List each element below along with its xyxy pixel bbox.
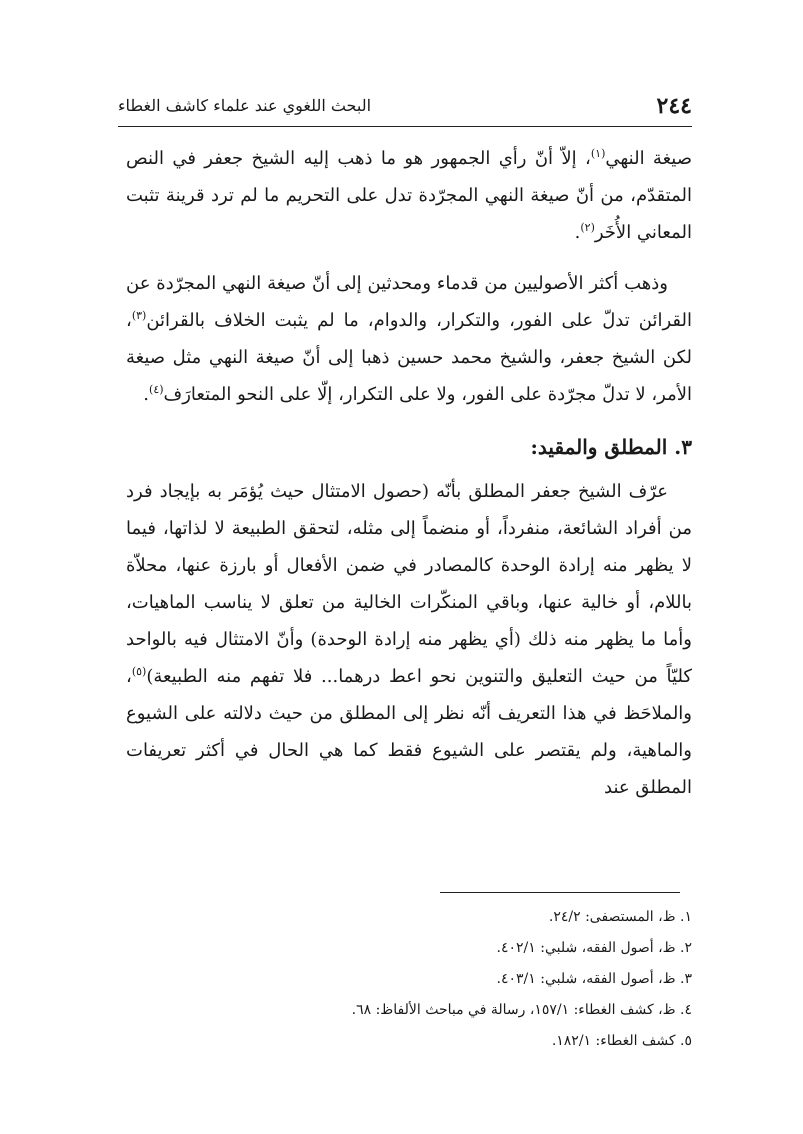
footnote-ref-4: (٤) <box>149 383 164 396</box>
paragraph-1 <box>126 140 692 251</box>
paragraph-3 <box>126 473 692 806</box>
footnote-2: ٢. ظ، أصول الفقه، شلبي: ٤٠٢/١. <box>496 940 692 956</box>
page-number: ٢٤٤ <box>656 93 692 119</box>
paragraph-1-text: صيغة النهي <box>605 148 692 169</box>
paragraph-3-continued: ، والملاحَظ في هذا التعريف أنّه نظر إلى المطلق من حيث دلالته على الشيوع والماهية، ولم يقتصر على الشيوع فقط كما هي الحال في أكثر تعريفات المطلق عند <box>126 666 692 798</box>
paragraph-3-text: عرّف الشيخ جعفر المطلق بأنّه (حصول الامتثال حيث يُؤمَر به بإيجاد فرد من أفراد الشائعة، منفرداً، أو منضماً إلى مثله، لتحقق الطبيعة لا لذاتها، فيما لا يظهر منه إرادة الوحدة كالمصادر في ضمن الأفعال أو بارزة عنها، محلاّة باللام، أو خالية عنها، وباقي المنكّرات الخالية من تعلق لا يناسب الماهيات، وأما ما يظهر منه ذلك (أي يظهر منه إرادة الوحدة) وأنّ الامتثال فيه بالواحد كليّاً من حيث التعليق والتنوين نحو اعط درهما... فلا تفهم منه الطبيعة) <box>126 481 692 687</box>
footnote-ref-2: (٢) <box>580 221 595 234</box>
footnote-ref-1: (١) <box>590 147 606 160</box>
footnote-4: ٤. ظ، كشف الغطاء: ١٥٧/١، رسالة في مباحث الألفاظ: ٦٨. <box>351 1002 692 1018</box>
paragraph-2-text: وذهب أكثر الأصوليين من قدماء ومحدثين إلى أنّ صيغة النهي المجرّدة عن القرائن تدلّ على الفور، والتكرار، والدوام، ما لم يثبت الخلاف بالقرائن <box>126 273 692 331</box>
header-rule <box>118 126 692 127</box>
running-header <box>118 90 692 124</box>
footnote-3: ٣. ظ، أصول الفقه، شلبي: ٤٠٣/١. <box>496 971 692 987</box>
footnotes <box>126 902 692 1057</box>
footnote-1: ١. ظ، المستصفى: ٢٤/٢. <box>548 909 692 925</box>
main-text <box>126 140 692 806</box>
paragraph-1-end: . <box>574 222 581 243</box>
footnote-5: ٥. كشف الغطاء: ١٨٢/١. <box>551 1033 692 1049</box>
paragraph-2-continued: ، لكن الشيخ جعفر، والشيخ محمد حسين ذهبا إلى أنّ صيغة النهي مثل صيغة الأمر، لا تدلّ مجرّدة على الفور، ولا على التكرار، إلّا على النحو المتعارَف <box>126 310 692 405</box>
paragraph-1-continued: ، إلاّ أنّ رأي الجمهور هو ما ذهب إليه الشيخ جعفر في النص المتقدّم، من أنّ صيغة النهي المجرّدة تدل على التحريم ما لم ترد قرينة تثبت المعاني الأُخَر <box>126 148 692 243</box>
footnote-ref-5: (٥) <box>131 665 147 678</box>
paragraph-2-end: . <box>143 384 150 405</box>
footnote-rule <box>440 892 680 893</box>
section-heading: ٣. المطلق والمقيد: <box>530 435 692 459</box>
footnote-ref-3: (٣) <box>131 309 147 322</box>
paragraph-2 <box>126 265 692 413</box>
running-title: البحث اللغوي عند علماء كاشف الغطاء <box>118 96 372 115</box>
